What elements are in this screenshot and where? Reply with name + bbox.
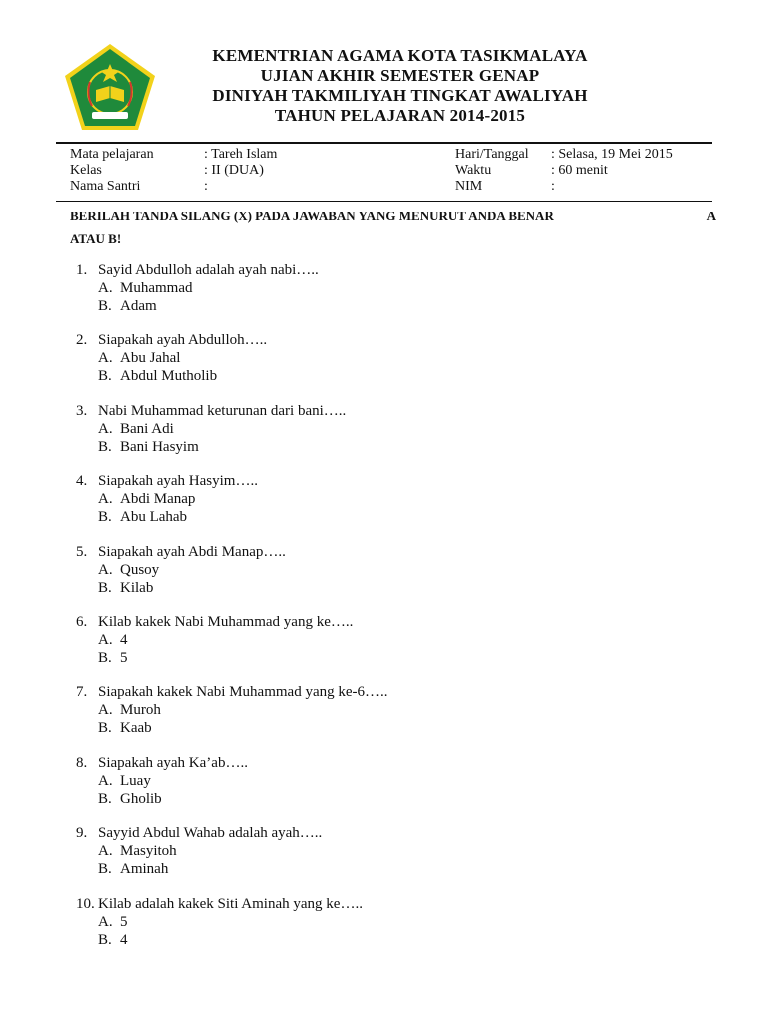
question-number: 10. bbox=[76, 895, 95, 912]
question-stem bbox=[76, 754, 696, 772]
instruction-line-1-end: A bbox=[706, 212, 716, 223]
info-label: Nama Santri bbox=[70, 179, 141, 194]
question-text: Siapakah kakek Nabi Muhammad yang ke-6….. bbox=[98, 684, 388, 701]
option-letter: A. bbox=[98, 280, 113, 296]
option-letter: A. bbox=[98, 491, 113, 508]
option-a[interactable] bbox=[98, 490, 696, 508]
option-letter: A. bbox=[98, 420, 113, 437]
option-a[interactable] bbox=[98, 772, 696, 790]
exam-info-right bbox=[455, 147, 673, 195]
option-text: Luay bbox=[120, 772, 151, 789]
option-a[interactable] bbox=[98, 631, 696, 649]
option-text: Qusoy bbox=[120, 561, 160, 578]
header-year: TAHUN PELAJARAN 2014-2015 bbox=[274, 106, 526, 125]
option-letter: B. bbox=[98, 931, 112, 948]
option-b[interactable] bbox=[98, 579, 696, 597]
question-text: Siapakah ayah Abdi Manap….. bbox=[98, 543, 286, 560]
option-text: Abu Lahab bbox=[120, 509, 188, 526]
option-a[interactable] bbox=[98, 561, 696, 579]
option-letter: B. bbox=[98, 861, 112, 878]
option-text: Muhammad bbox=[120, 280, 193, 296]
option-a[interactable] bbox=[98, 279, 696, 297]
question-stem bbox=[76, 824, 696, 842]
question-item bbox=[76, 261, 696, 331]
option-text: 4 bbox=[120, 631, 128, 648]
option-b[interactable] bbox=[98, 719, 696, 737]
option-letter: B. bbox=[98, 579, 112, 596]
instruction bbox=[70, 212, 716, 248]
question-list bbox=[76, 261, 696, 965]
info-value: : 60 menit bbox=[551, 163, 608, 178]
option-text: 5 bbox=[120, 913, 128, 930]
question-text: Nabi Muhammad keturunan dari bani….. bbox=[98, 402, 347, 419]
info-value: : Tareh Islam bbox=[204, 147, 278, 162]
info-row-duration bbox=[455, 163, 673, 179]
option-b[interactable] bbox=[98, 367, 696, 385]
info-label: Kelas bbox=[70, 163, 102, 178]
question-stem bbox=[76, 543, 696, 561]
option-letter: B. bbox=[98, 720, 112, 737]
question-stem bbox=[76, 402, 696, 420]
option-text: Muroh bbox=[120, 702, 161, 719]
question-stem bbox=[76, 472, 696, 490]
option-text: Bani Hasyim bbox=[120, 438, 199, 455]
question-item bbox=[76, 683, 696, 753]
header-ministry: KEMENTRIAN AGAMA KOTA TASIKMALAYA bbox=[212, 46, 588, 65]
question-number: 1. bbox=[76, 262, 88, 278]
option-a[interactable] bbox=[98, 349, 696, 367]
option-letter: B. bbox=[98, 509, 112, 526]
info-label: Hari/Tanggal bbox=[455, 147, 529, 162]
info-row-subject bbox=[70, 147, 277, 163]
info-value: : II (DUA) bbox=[204, 163, 264, 178]
question-text: Kilab kakek Nabi Muhammad yang ke….. bbox=[98, 613, 354, 630]
info-label: Mata pelajaran bbox=[70, 147, 154, 162]
question-stem bbox=[76, 331, 696, 349]
question-text: Siapakah ayah Abdulloh….. bbox=[98, 332, 268, 349]
question-number: 2. bbox=[76, 332, 88, 349]
option-letter: A. bbox=[98, 631, 113, 648]
question-number: 5. bbox=[76, 543, 88, 560]
option-letter: B. bbox=[98, 368, 112, 385]
option-text: Abu Jahal bbox=[120, 350, 181, 367]
option-text: Bani Adi bbox=[120, 420, 174, 437]
option-a[interactable] bbox=[98, 913, 696, 931]
option-letter: A. bbox=[98, 702, 113, 719]
question-stem bbox=[76, 613, 696, 631]
option-text: Kaab bbox=[120, 720, 152, 737]
instruction-line-1: BERILAH TANDA SILANG (X) PADA JAWABAN YANG MENURUT ANDA BENAR bbox=[70, 212, 554, 223]
info-value: : bbox=[204, 179, 208, 194]
question-item bbox=[76, 824, 696, 894]
question-item bbox=[76, 613, 696, 683]
question-item bbox=[76, 754, 696, 824]
option-b[interactable] bbox=[98, 860, 696, 878]
option-b[interactable] bbox=[98, 438, 696, 456]
option-text: Abdul Mutholib bbox=[120, 368, 218, 385]
option-b[interactable] bbox=[98, 649, 696, 667]
option-text: 5 bbox=[120, 649, 128, 666]
option-letter: B. bbox=[98, 649, 112, 666]
option-letter: A. bbox=[98, 913, 113, 930]
question-item bbox=[76, 402, 696, 472]
option-letter: B. bbox=[98, 298, 112, 314]
question-item bbox=[76, 895, 696, 965]
question-number: 9. bbox=[76, 825, 88, 842]
header-exam-title: UJIAN AKHIR SEMESTER GENAP bbox=[260, 66, 540, 85]
option-text: Gholib bbox=[120, 790, 162, 807]
question-item bbox=[76, 331, 696, 401]
option-b[interactable] bbox=[98, 790, 696, 808]
info-row-student-name bbox=[70, 179, 277, 195]
option-letter: B. bbox=[98, 790, 112, 807]
option-text: Masyitoh bbox=[120, 843, 177, 860]
question-item bbox=[76, 472, 696, 542]
question-number: 6. bbox=[76, 613, 88, 630]
option-letter: A. bbox=[98, 843, 113, 860]
exam-info-left bbox=[70, 147, 277, 195]
option-letter: B. bbox=[98, 438, 112, 455]
info-row-nim bbox=[455, 179, 673, 195]
question-text: Siapakah ayah Hasyim….. bbox=[98, 473, 258, 490]
info-value: : Selasa, 19 Mei 2015 bbox=[551, 147, 673, 162]
question-number: 8. bbox=[76, 754, 88, 771]
question-stem bbox=[76, 895, 696, 913]
option-b[interactable] bbox=[98, 508, 696, 526]
question-stem bbox=[76, 261, 696, 279]
option-a[interactable] bbox=[98, 701, 696, 719]
question-text: Siapakah ayah Ka’ab….. bbox=[98, 754, 248, 771]
option-a[interactable] bbox=[98, 842, 696, 860]
option-b[interactable] bbox=[98, 931, 696, 949]
question-number: 4. bbox=[76, 473, 88, 490]
info-label: NIM bbox=[455, 179, 483, 194]
question-number: 7. bbox=[76, 684, 88, 701]
question-text: Sayid Abdulloh adalah ayah nabi….. bbox=[98, 262, 319, 278]
question-number: 3. bbox=[76, 402, 88, 419]
question-stem bbox=[76, 683, 696, 701]
info-value: : bbox=[551, 179, 555, 194]
option-text: Aminah bbox=[120, 861, 169, 878]
exam-header bbox=[170, 46, 630, 126]
option-text: 4 bbox=[120, 931, 128, 948]
instruction-line-2: ATAU B! bbox=[70, 231, 122, 246]
option-letter: A. bbox=[98, 350, 113, 367]
option-text: Kilab bbox=[120, 579, 154, 596]
option-letter: A. bbox=[98, 561, 113, 578]
info-label: Waktu bbox=[455, 163, 492, 178]
kementerian-agama-emblem-icon bbox=[62, 42, 158, 132]
info-divider bbox=[56, 201, 712, 202]
question-item bbox=[76, 543, 696, 613]
info-row-date bbox=[455, 147, 673, 163]
option-text: Abdi Manap bbox=[120, 491, 196, 508]
option-letter: A. bbox=[98, 772, 113, 789]
header-school: DINIYAH TAKMILIYAH TINGKAT AWALIYAH bbox=[212, 86, 588, 105]
question-text: Sayyid Abdul Wahab adalah ayah….. bbox=[98, 825, 323, 842]
option-text: Adam bbox=[120, 298, 157, 314]
info-row-class bbox=[70, 163, 277, 179]
question-text: Kilab adalah kakek Siti Aminah yang ke….. bbox=[98, 895, 363, 912]
header-divider bbox=[56, 142, 712, 144]
option-a[interactable] bbox=[98, 420, 696, 438]
option-b[interactable] bbox=[98, 297, 696, 315]
